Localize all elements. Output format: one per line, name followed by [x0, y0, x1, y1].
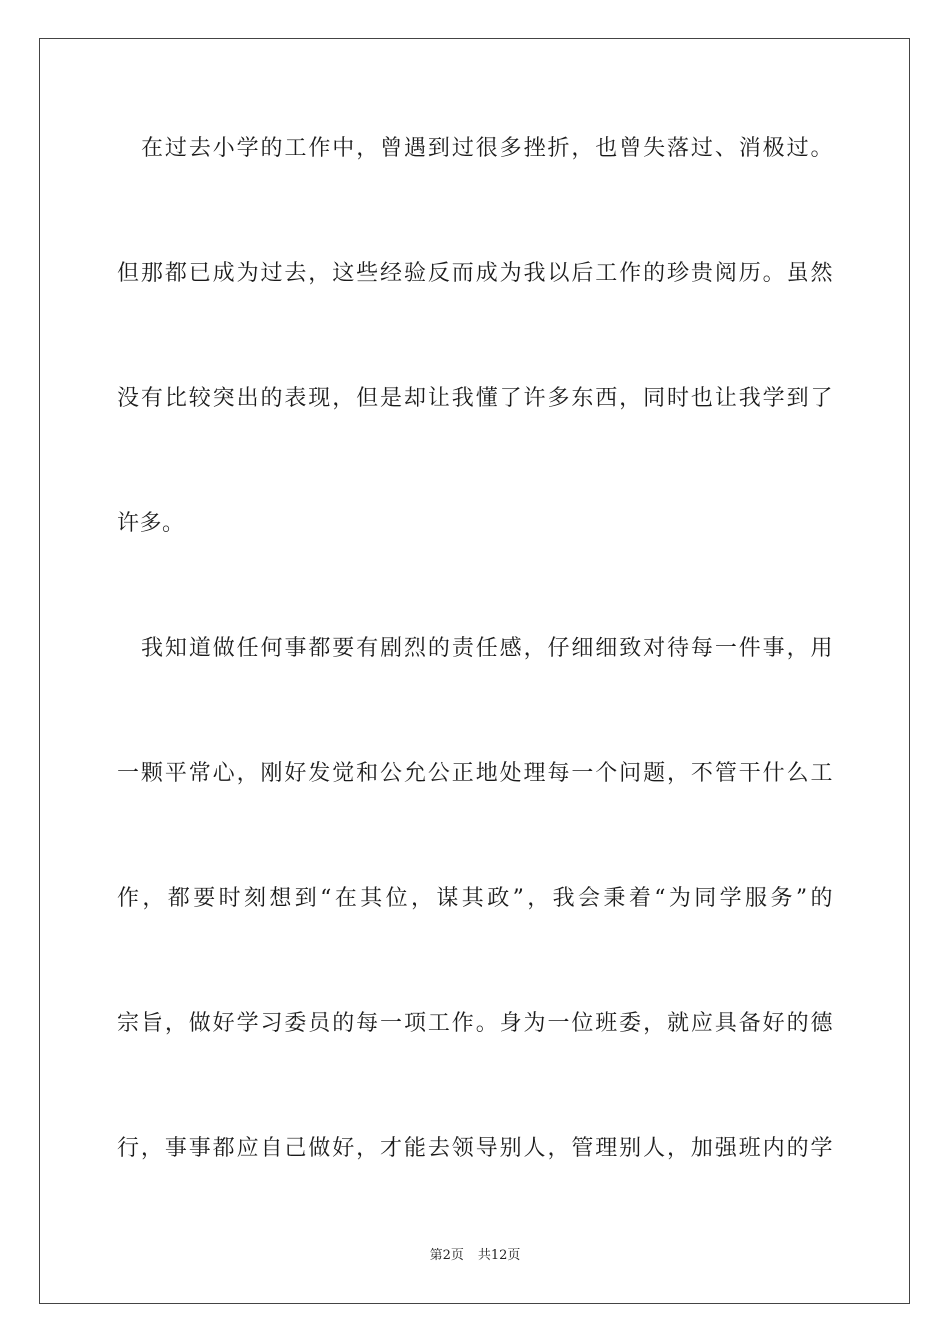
paragraph-line: 一颗平常心，刚好发觉和公允公正地处理每一个问题，不管干什么工	[117, 761, 833, 786]
paragraph-line: 在过去小学的工作中，曾遇到过很多挫折，也曾失落过、消极过。	[141, 136, 833, 161]
paragraph-line: 没有比较突出的表现，但是却让我懂了许多东西，同时也让我学到了	[117, 386, 833, 411]
paragraph-line: 宗旨，做好学习委员的每一项工作。身为一位班委，就应具备好的德	[117, 1011, 833, 1036]
paragraph-line: 我知道做任何事都要有剧烈的责任感，仔细细致对待每一件事，用	[141, 636, 833, 661]
page-footer	[0, 1247, 950, 1265]
paragraph-line: 行，事事都应自己做好，才能去领导别人，管理别人，加强班内的学	[117, 1136, 833, 1161]
paragraph-line: 但那都已成为过去，这些经验反而成为我以后工作的珍贵阅历。虽然	[117, 261, 833, 286]
paragraph-line: 许多。	[117, 511, 185, 536]
paragraph-line: 作，都要时刻想到“在其位，谋其政”，我会秉着“为同学服务”的	[117, 886, 833, 911]
page-total: 共12页	[477, 1248, 521, 1263]
page-number: 第2页	[429, 1248, 464, 1263]
page-border	[39, 38, 910, 1304]
